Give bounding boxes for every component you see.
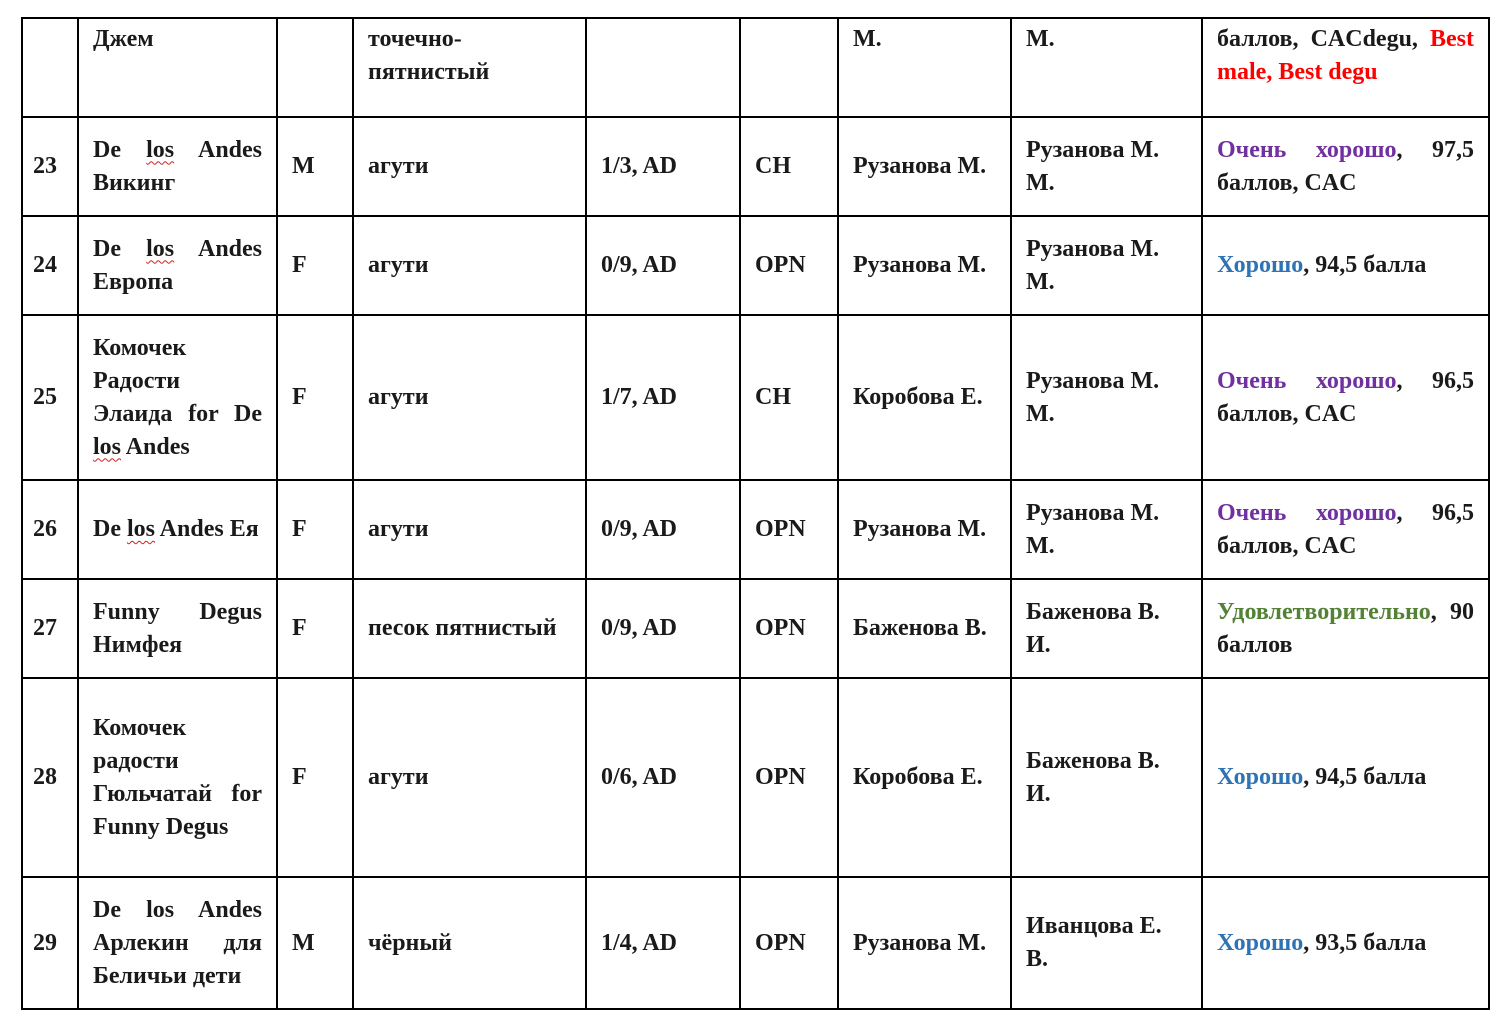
color-cell: агути: [353, 315, 586, 480]
age-cell: 1/4, AD: [586, 877, 740, 1009]
table-row: [22, 315, 1489, 480]
age-cell: 0/9, AD: [586, 216, 740, 315]
breeder-cell: Рузанова М. М.: [1011, 117, 1202, 216]
breeder-cell: Рузанова М. М.: [1011, 216, 1202, 315]
name-part: Andes: [121, 433, 190, 460]
class-cell: OPN: [740, 678, 838, 877]
owner-cell: Рузанова М.: [838, 480, 1011, 579]
best-award: Best male, Best degu: [1217, 26, 1474, 85]
number-cell: 24: [22, 216, 78, 315]
owner-cell: Баженова В.: [838, 579, 1011, 678]
table-row: [22, 216, 1489, 315]
class-cell: CH: [740, 315, 838, 480]
number-cell: 27: [22, 579, 78, 678]
owner-cell: М.: [838, 18, 1011, 117]
color-cell: агути: [353, 216, 586, 315]
age-cell: 1/7, AD: [586, 315, 740, 480]
name-part: De: [93, 235, 147, 262]
table-row: [22, 579, 1489, 678]
name-part: De: [93, 136, 147, 163]
color-cell: песок пятнистый: [353, 579, 586, 678]
sex-cell: [277, 18, 353, 117]
table-row: [22, 18, 1489, 117]
name-part-spellcheck: los: [126, 516, 155, 542]
rating-result: , 94,5 балла: [1303, 252, 1427, 278]
owner-cell: Рузанова М.: [838, 117, 1011, 216]
number-cell: 26: [22, 480, 78, 579]
name-cell: [78, 877, 277, 1009]
name-part-spellcheck: los: [93, 433, 122, 460]
rating-cell: [1202, 579, 1489, 678]
rating-cell: [1202, 315, 1489, 480]
name-part-spellcheck: los: [146, 136, 175, 163]
grade-label: Удовлетворительно: [1217, 598, 1431, 625]
age-cell: 1/3, AD: [586, 117, 740, 216]
name-part: Andes Ея: [155, 516, 259, 542]
color-cell: агути: [353, 117, 586, 216]
class-cell: OPN: [740, 216, 838, 315]
breeder-cell: Иванцова Е. В.: [1011, 877, 1202, 1009]
grade-label: Хорошо: [1217, 764, 1304, 790]
table-row: [22, 678, 1489, 877]
sex-cell: F: [277, 480, 353, 579]
sex-cell: F: [277, 315, 353, 480]
name-part: Andes Европа: [93, 235, 262, 295]
color-cell: точечно-пятнистый: [353, 18, 586, 117]
age-cell: 0/9, AD: [586, 579, 740, 678]
rating-cell: [1202, 877, 1489, 1009]
age-cell: 0/6, AD: [586, 678, 740, 877]
grade-label: Хорошо: [1217, 252, 1304, 278]
rating-text: баллов, CACdegu,: [1217, 26, 1418, 52]
breeder-cell: Баженова В. И.: [1011, 579, 1202, 678]
sex-cell: M: [277, 877, 353, 1009]
rating-cell: [1202, 216, 1489, 315]
name-cell: [78, 117, 277, 216]
name-part: Комочек радости Гюльчатай for Funny Degus: [93, 714, 262, 840]
name-part: Комочек Радости Элаида for De: [93, 334, 262, 427]
name-part: Andes Викинг: [93, 136, 262, 196]
name-part-spellcheck: los: [146, 235, 175, 262]
name-cell: [78, 480, 277, 579]
sex-cell: F: [277, 579, 353, 678]
rating-cell: [1202, 480, 1489, 579]
rating-result: , 96,5 баллов, CAC: [1217, 499, 1474, 559]
age-cell: [586, 18, 740, 117]
number-cell: 28: [22, 678, 78, 877]
color-cell: агути: [353, 480, 586, 579]
owner-cell: Коробова Е.: [838, 315, 1011, 480]
name-part: De: [93, 516, 127, 542]
owner-cell: Рузанова М.: [838, 877, 1011, 1009]
owner-cell: Рузанова М.: [838, 216, 1011, 315]
number-cell: 23: [22, 117, 78, 216]
sex-cell: F: [277, 216, 353, 315]
table-row: [22, 117, 1489, 216]
sex-cell: F: [277, 678, 353, 877]
class-cell: OPN: [740, 480, 838, 579]
breeder-cell: Баженова В. И.: [1011, 678, 1202, 877]
number-cell: 25: [22, 315, 78, 480]
breeder-cell: Рузанова М. М.: [1011, 480, 1202, 579]
table-row: [22, 480, 1489, 579]
name-cell: Джем: [78, 18, 277, 117]
class-cell: [740, 18, 838, 117]
table-row: [22, 877, 1489, 1009]
rating-result: , 97,5 баллов, CAC: [1217, 136, 1474, 196]
rating-result: , 93,5 балла: [1303, 929, 1427, 956]
owner-cell: Коробова Е.: [838, 678, 1011, 877]
class-cell: OPN: [740, 877, 838, 1009]
grade-label: Хорошо: [1217, 929, 1304, 956]
rating-cell: [1202, 678, 1489, 877]
name-part: De los Andes Арлекин для Беличьи дети: [93, 896, 262, 989]
results-table: [21, 17, 1490, 1010]
class-cell: OPN: [740, 579, 838, 678]
name-cell: [78, 216, 277, 315]
breeder-cell: Рузанова М. М.: [1011, 315, 1202, 480]
grade-label: Очень хорошо: [1217, 499, 1397, 526]
rating-result: , 94,5 балла: [1303, 764, 1427, 790]
name-cell: [78, 579, 277, 678]
name-part: Funny Degus Нимфея: [93, 598, 262, 658]
rating-result: , 90 баллов: [1217, 598, 1474, 658]
grade-label: Очень хорошо: [1217, 136, 1397, 163]
rating-result: , 96,5 баллов, CAC: [1217, 367, 1474, 427]
rating-cell: [1202, 117, 1489, 216]
grade-label: Очень хорошо: [1217, 367, 1397, 394]
number-cell: [22, 18, 78, 117]
color-cell: агути: [353, 678, 586, 877]
number-cell: 29: [22, 877, 78, 1009]
name-cell: [78, 315, 277, 480]
sex-cell: M: [277, 117, 353, 216]
age-cell: 0/9, AD: [586, 480, 740, 579]
rating-cell: [1202, 18, 1489, 117]
name-cell: [78, 678, 277, 877]
color-cell: чёрный: [353, 877, 586, 1009]
class-cell: CH: [740, 117, 838, 216]
breeder-cell: М.: [1011, 18, 1202, 117]
